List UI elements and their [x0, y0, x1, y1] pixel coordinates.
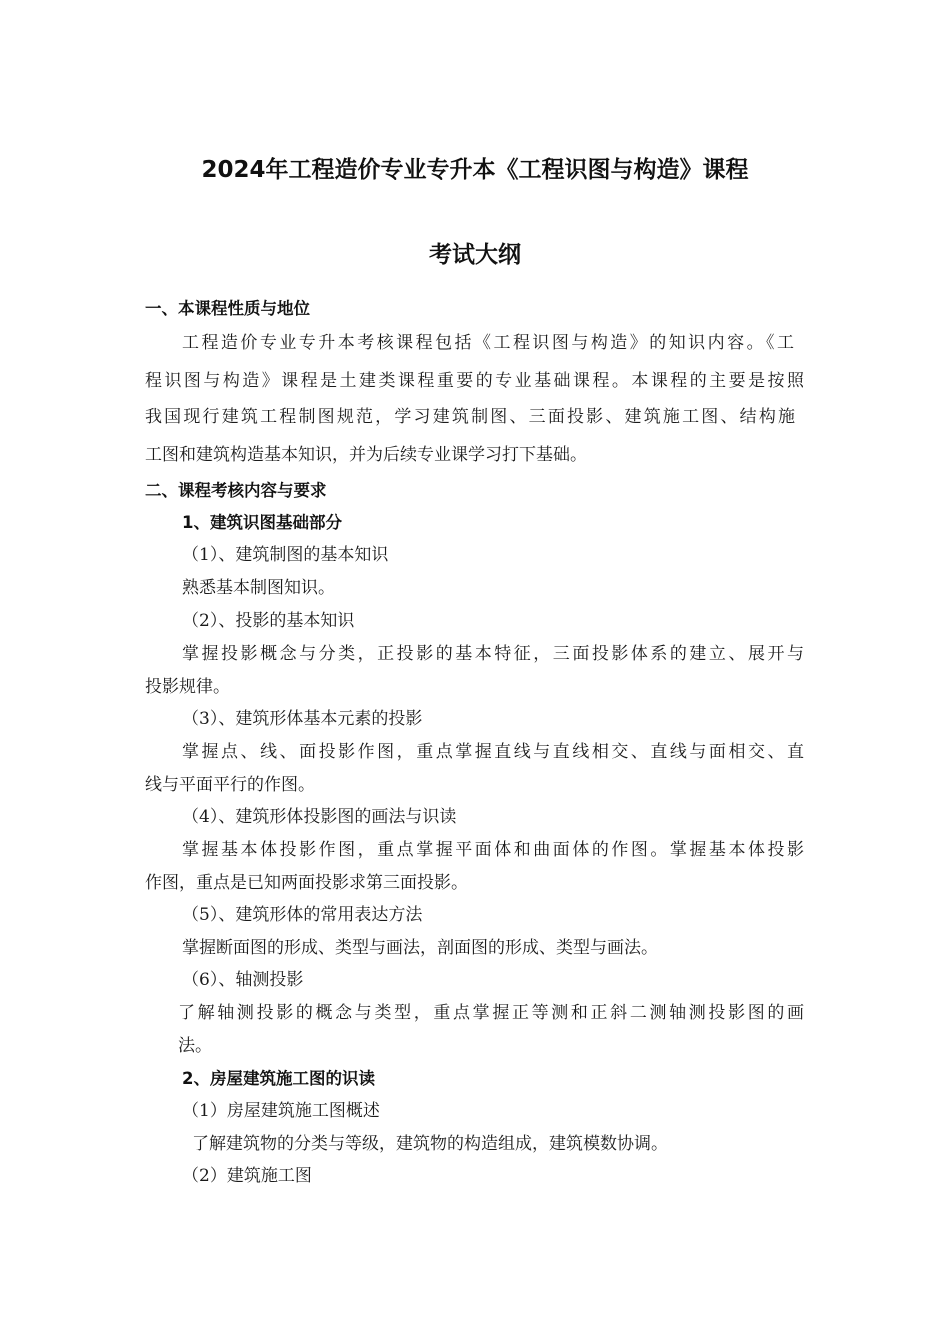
item-label: （2）建筑施工图 [182, 1166, 312, 1186]
paragraph-line: 程识图与构造》课程是土建类课程重要的专业基础课程。本课程的主要是按照 [145, 371, 804, 391]
item-description: 掌握投影概念与分类，正投影的基本特征，三面投影体系的建立、展开与 [182, 644, 804, 664]
item-description: 掌握点、线、面投影作图，重点掌握直线与直线相交、直线与面相交、直 [182, 742, 804, 762]
item-label: （3）、建筑形体基本元素的投影 [182, 709, 423, 729]
item-description: 熟悉基本制图知识。 [182, 578, 335, 598]
paragraph-line: 工图和建筑构造基本知识，并为后续专业课学习打下基础。 [145, 445, 587, 465]
paragraph-line: 我国现行建筑工程制图规范，学习建筑制图、三面投影、建筑施工图、结构施 [145, 407, 795, 427]
subsection-heading: 1、建筑识图基础部分 [182, 513, 342, 532]
item-description: 掌握断面图的形成、类型与画法，剖面图的形成、类型与画法。 [182, 938, 658, 958]
section-heading: 二、课程考核内容与要求 [145, 481, 327, 500]
item-description: 了解轴测投影的概念与类型，重点掌握正等测和正斜二测轴测投影图的画 [178, 1003, 804, 1023]
item-description: 掌握基本体投影作图，重点掌握平面体和曲面体的作图。掌握基本体投影 [182, 840, 804, 860]
item-description: 线与平面平行的作图。 [145, 775, 315, 795]
item-description: 作图，重点是已知两面投影求第三面投影。 [145, 873, 468, 893]
item-label: （4）、建筑形体投影图的画法与识读 [182, 807, 457, 827]
paragraph-line: 工程造价专业专升本考核课程包括《工程识图与构造》的知识内容。《工 [182, 333, 794, 353]
item-description: 法。 [178, 1036, 212, 1056]
item-label: （1）、建筑制图的基本知识 [182, 545, 389, 565]
item-description: 投影规律。 [145, 677, 230, 697]
item-description: 了解建筑物的分类与等级，建筑物的构造组成，建筑模数协调。 [192, 1134, 668, 1154]
section-heading: 一、本课程性质与地位 [145, 299, 310, 318]
subsection-heading: 2、房屋建筑施工图的识读 [182, 1069, 375, 1088]
document-title: 2024年工程造价专业专升本《工程识图与构造》课程 [201, 157, 749, 183]
item-label: （5）、建筑形体的常用表达方法 [182, 905, 423, 925]
document-subtitle: 考试大纲 [429, 242, 521, 268]
item-label: （6）、轴测投影 [182, 970, 304, 990]
item-label: （1）房屋建筑施工图概述 [182, 1101, 380, 1121]
item-label: （2）、投影的基本知识 [182, 611, 355, 631]
